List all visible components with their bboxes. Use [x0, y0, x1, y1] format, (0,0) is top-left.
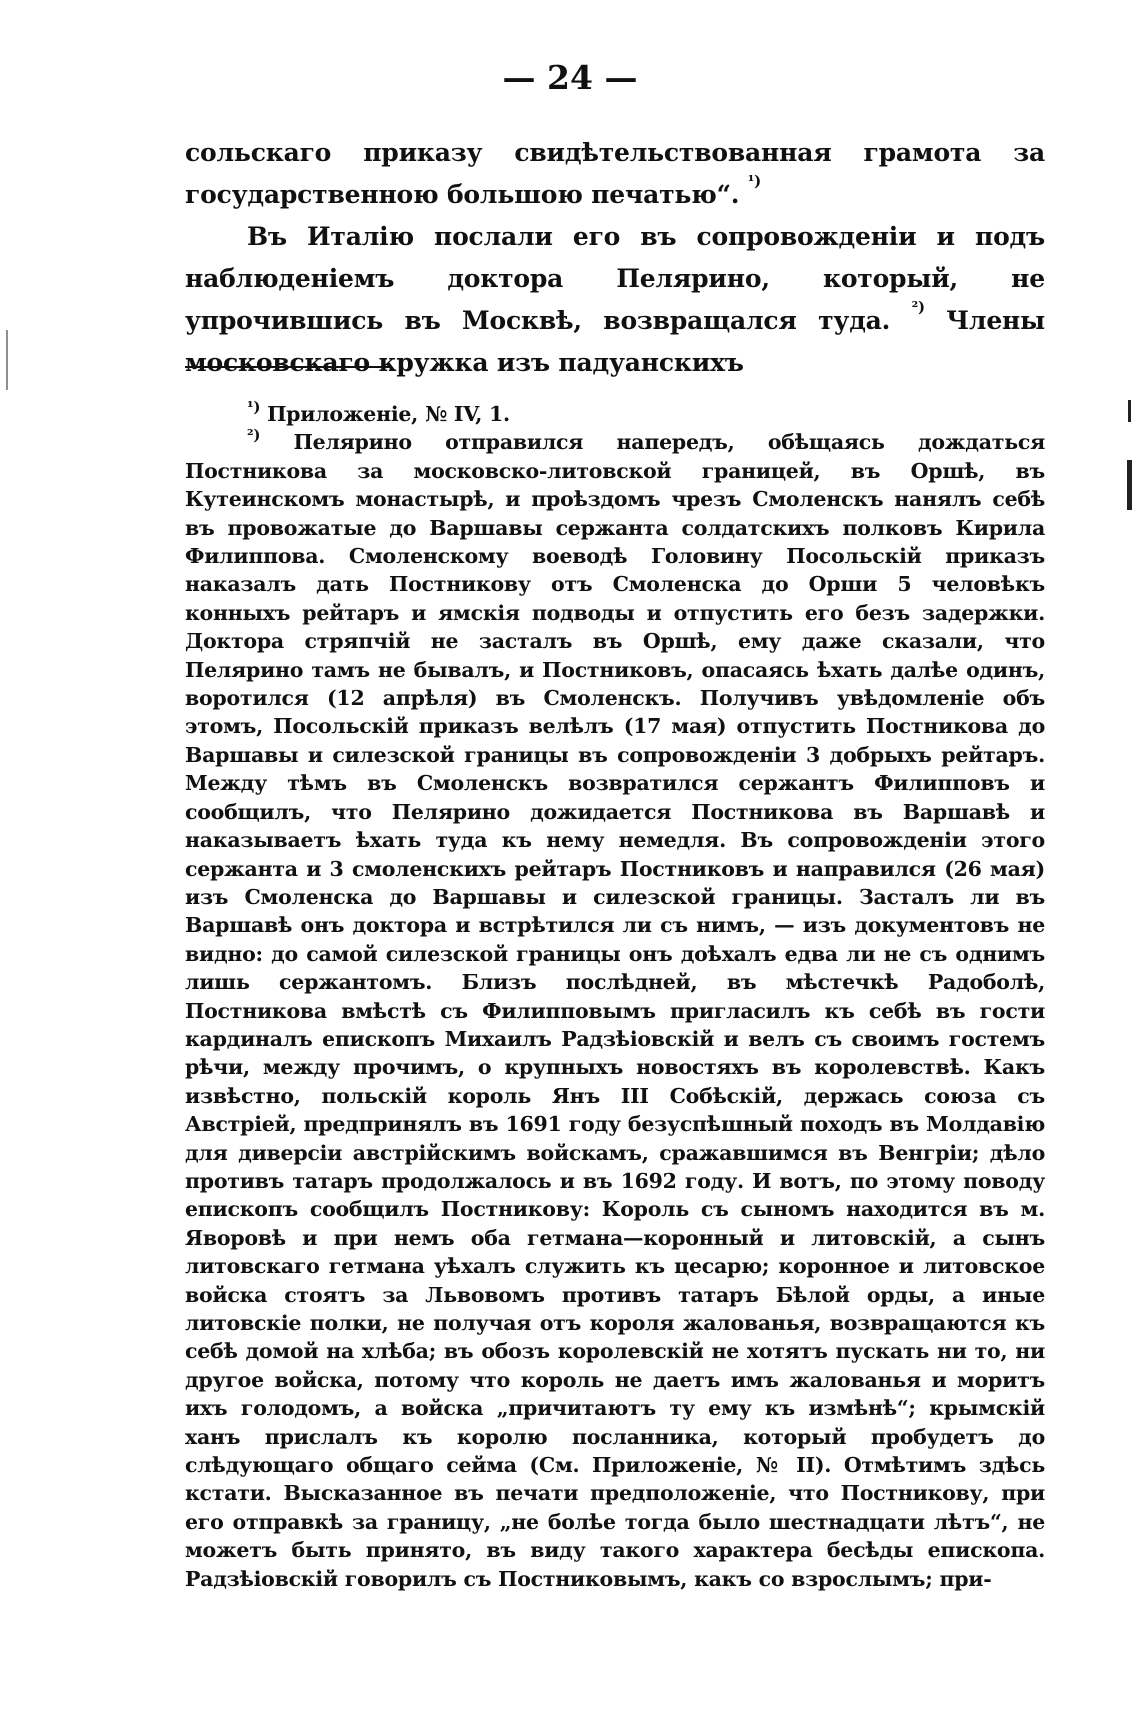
paragraph-2 [185, 216, 1045, 384]
footnote-2-marker: ²) [247, 426, 261, 445]
footnotes [185, 400, 1045, 1593]
paragraph-2-tail: Члены московскаго кружка изъ падуанскихъ [185, 306, 1045, 377]
footnote-1-marker: ¹) [247, 398, 261, 416]
footnote-1-text: Приложеніе, № IV, 1. [267, 402, 510, 426]
main-text [185, 132, 1045, 384]
scan-mark-right [1127, 460, 1132, 510]
footnote-divider [185, 366, 390, 368]
footnote-ref-2: ²) [911, 298, 925, 316]
footnote-2 [185, 428, 1045, 1593]
page-number: — 24 — [502, 58, 638, 97]
footnote-2-text: Пелярино отправился напередъ, обѣщаясь дождаться Постникова за московско-литовской границей, въ Оршѣ, въ Кутеинскомъ монастырѣ, и проѣздомъ чрезъ Смоленскъ нанялъ себѣ въ провожатые до Варшавы сержанта солдатскихъ полковъ Кирила Филиппова. Смоленскому воеводѣ Головину Посольскій приказъ наказалъ дать Постникову отъ Смоленска до Орши 5 человѣкъ конныхъ рейтаръ и ямскія подводы и отпустить его безъ задержки. Доктора стряпчій не засталъ въ Оршѣ, ему даже сказали, что Пелярино тамъ не бывалъ, и Постниковъ, опасаясь ѣхать далѣе одинъ, воротился (12 апрѣля) въ Смоленскъ. Получивъ увѣдомленіе объ этомъ, Посольскій приказъ велѣлъ (17 мая) отпустить Постникова до Варшавы и силезской границы въ сопровожденіи 3 добрыхъ рейтаръ. Между тѣмъ въ Смоленскъ возвратился сержантъ Филипповъ и сообщилъ, что Пелярино дожидается Постникова въ Варшавѣ и наказываетъ ѣхать туда къ нему немедля. Въ сопровожденіи этого сержанта и 3 смоленскихъ рейтаръ Постниковъ и направился (26 мая) изъ Смоленска до Варшавы и силезской границы. Засталъ ли въ Варшавѣ онъ доктора и встрѣтился ли съ нимъ, — изъ документовъ не видно: до самой силезской границы онъ доѣхалъ едва ли не съ однимъ лишь сержантомъ. Близъ послѣдней, въ мѣстечкѣ Радоболѣ, Постникова вмѣстѣ съ Филипповымъ пригласилъ къ себѣ въ гости кардиналъ епископъ Михаилъ Радзѣіовскій и велъ съ своимъ гостемъ рѣчи, между прочимъ, о крупныхъ новостяхъ въ королевствѣ. Какъ извѣстно, польскій король Янъ III Собѣскій, держась союза съ Австріей, предпринялъ въ 1691 году безуспѣшный походъ въ Молдавію для диверсіи австрійскимъ войскамъ, сражавшимся въ Венгріи; дѣло противъ татаръ продолжалось и въ 1692 году. И вотъ, по этому поводу епископъ сообщилъ Постникову: Король съ сыномъ находится въ м. Яворовѣ и при немъ оба гетмана—коронный и литовскій, а сынъ литовскаго гетмана уѣхалъ служить къ цесарю; коронное и литовское войска стоятъ за Львовомъ противъ татаръ Бѣлой орды, а иные литовскіе полки, не получая отъ короля жалованья, возвращаются къ себѣ домой на хлѣба; въ обозъ королевскій не хотятъ пускать ни то, ни другое войска, потому что король не даетъ имъ жалованья и моритъ ихъ голодомъ, а войска „причитаютъ ту ему къ измѣнѣ“; крымскій ханъ прислалъ къ королю посланника, который пробудетъ до слѣдующаго общаго сейма (См. Приложеніе, № II). Отмѣтимъ здѣсь кстати. Высказанное въ печати предположеніе, что Постникову, при его отправкѣ за границу, „не болѣе тогда было шестнадцати лѣтъ“, не можетъ быть принято, въ виду такого характера бесѣды епископа. Радзѣіовскій говорилъ съ Постниковымъ, какъ со взрослымъ; при- [185, 430, 1045, 1591]
scan-mark-right-small [1128, 400, 1131, 422]
paragraph-1-text: сольскаго приказу свидѣтельствованная грамота за государственною большою печатью“. [185, 138, 1045, 209]
scan-mark-left [6, 330, 8, 390]
paragraph-1 [185, 132, 1045, 216]
paragraph-2-text: Въ Италію послали его въ сопровожденіи и подъ наблюденіемъ доктора Пелярино, который, не упрочившись въ Москвѣ, возвращался туда. [185, 222, 1045, 335]
footnote-ref-1: ¹) [747, 172, 762, 190]
footnote-1 [185, 400, 1045, 428]
